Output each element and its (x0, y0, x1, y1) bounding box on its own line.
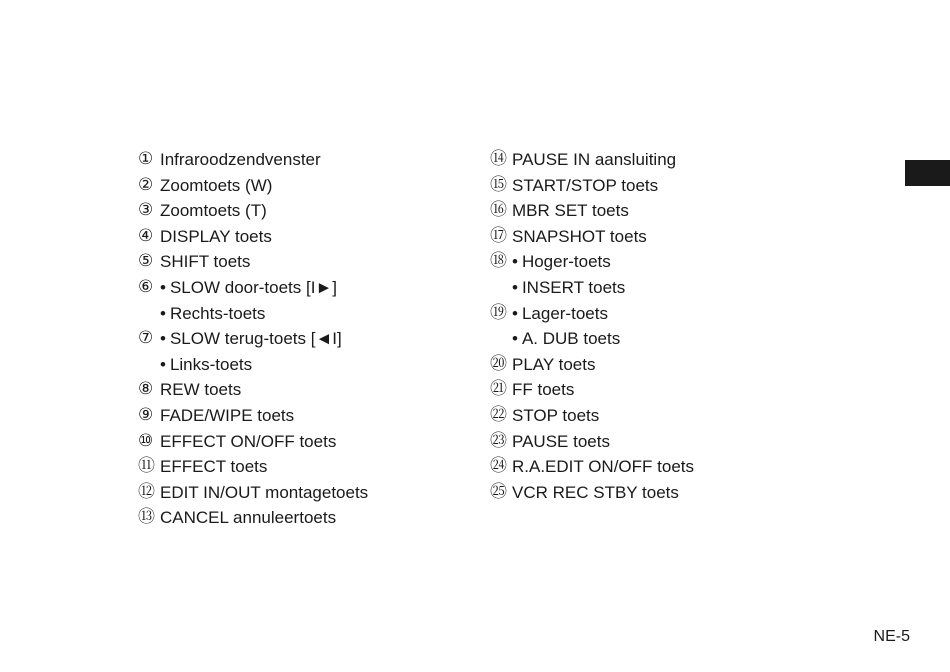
list-item (138, 173, 368, 199)
list-item (490, 224, 694, 250)
list-item (138, 377, 368, 403)
item-number: ⑯ (490, 200, 507, 221)
item-number: ⑨ (138, 404, 154, 425)
item-number: ⑦ (138, 328, 154, 349)
item-label: REW toets (160, 380, 242, 400)
item-number: ⑫ (138, 481, 155, 502)
item-label: START/STOP toets (512, 175, 659, 195)
item-label: FADE/WIPE toets (160, 405, 295, 425)
item-label: SHIFT toets (160, 252, 251, 272)
list-item (138, 403, 368, 429)
item-label: Zoomtoets (W) (160, 175, 273, 195)
item-label: Rechts-toets (169, 303, 266, 323)
item-label: Zoomtoets (T) (160, 201, 267, 221)
item-number: ㉒ (490, 404, 507, 425)
item-number: ⑮ (490, 174, 507, 195)
list-item (138, 352, 368, 378)
item-number: ⑬ (138, 507, 155, 528)
bullet-marker: • (512, 303, 518, 323)
item-label: SNAPSHOT toets (512, 226, 647, 246)
list-item (490, 301, 694, 327)
list-item (138, 147, 368, 173)
item-number: ⑪ (138, 456, 155, 477)
list-item (490, 198, 694, 224)
left-column (138, 147, 368, 531)
item-label: Hoger-toets (521, 252, 611, 272)
list-item (490, 352, 694, 378)
list-item (138, 224, 368, 250)
item-number: ⑥ (138, 276, 154, 297)
list-item (490, 326, 694, 352)
item-number: ⑩ (138, 430, 154, 451)
list-item (138, 454, 368, 480)
list-item (138, 301, 368, 327)
list-item (138, 480, 368, 506)
list-item (490, 403, 694, 429)
item-label: PLAY toets (512, 354, 596, 374)
item-number: ㉕ (490, 481, 507, 502)
item-number: ⑲ (490, 302, 507, 323)
item-number: ⑱ (490, 251, 507, 272)
page-number: NE-5 (873, 628, 910, 645)
item-label: R.A.EDIT ON/OFF toets (512, 457, 694, 477)
bullet-marker: • (160, 354, 166, 374)
item-label: VCR REC STBY toets (512, 482, 679, 502)
item-label: EFFECT ON/OFF toets (160, 431, 337, 451)
item-number: ① (138, 149, 154, 169)
list-item (138, 505, 368, 531)
list-item (138, 198, 368, 224)
item-label: Lager-toets (521, 303, 608, 323)
item-number: ④ (138, 225, 154, 246)
bullet-marker: • (160, 277, 166, 297)
section-tab-marker (905, 160, 950, 186)
item-number: ② (138, 174, 154, 195)
item-label: STOP toets (512, 405, 600, 425)
list-item (138, 429, 368, 455)
item-label: PAUSE IN aansluiting (512, 150, 677, 169)
list-item (138, 326, 368, 352)
item-label: Infraroodzendvenster (160, 150, 321, 169)
item-label: SLOW door-toets [I►] (169, 277, 337, 297)
item-label: EDIT IN/OUT montagetoets (160, 482, 369, 502)
list-item (138, 249, 368, 275)
item-number: ⑰ (490, 225, 507, 246)
item-number: ㉓ (490, 430, 507, 451)
item-number: ③ (138, 200, 154, 221)
item-label: MBR SET toets (512, 201, 629, 221)
item-number: ⑧ (138, 379, 154, 400)
right-column (490, 147, 694, 505)
item-label: EFFECT toets (160, 457, 268, 477)
bullet-marker: • (160, 303, 166, 323)
item-number: ㉔ (490, 456, 507, 477)
list-item (490, 173, 694, 199)
item-label: INSERT toets (521, 277, 626, 297)
list-item (490, 480, 694, 506)
item-label: SLOW terug-toets [◄I] (169, 329, 342, 349)
bullet-marker: • (512, 329, 518, 349)
list-item (490, 147, 694, 173)
bullet-marker: • (512, 252, 518, 272)
item-number: ㉑ (490, 379, 507, 400)
list-item (490, 249, 694, 275)
item-label: CANCEL annuleertoets (160, 508, 337, 528)
list-item (490, 429, 694, 455)
list-item (490, 275, 694, 301)
item-number: ⑳ (490, 353, 507, 374)
item-label: PAUSE toets (512, 431, 610, 451)
item-label: DISPLAY toets (160, 226, 272, 246)
item-label: A. DUB toets (521, 329, 621, 349)
item-label: Links-toets (169, 354, 253, 374)
bullet-marker: • (160, 329, 166, 349)
item-number: ⑤ (138, 251, 154, 272)
list-item (490, 377, 694, 403)
list-item (490, 454, 694, 480)
item-number: ⑭ (490, 149, 507, 169)
item-label: FF toets (512, 380, 575, 400)
bullet-marker: • (512, 277, 518, 297)
list-item (138, 275, 368, 301)
